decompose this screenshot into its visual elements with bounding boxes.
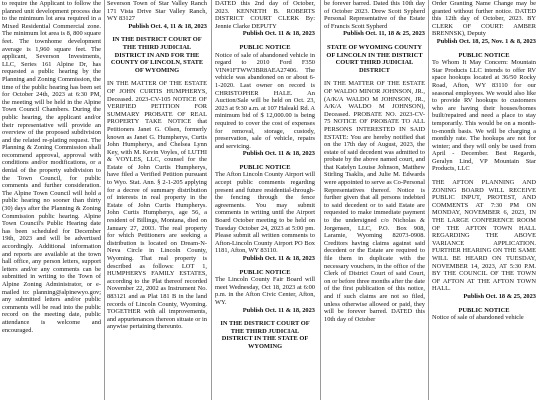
column-divider	[320, 0, 321, 400]
publish-line: Publish Oct. 4, 11 & 18, 2023	[128, 22, 207, 30]
name-change-order-closing: Order Granting Name Change may be granted without further notice. DATED this 12th day of October, 2023. BY CLERK OF COURT: AMBER BRENNSK), Deputy	[432, 0, 536, 38]
publish-line: Publish Oct. 11, 18 & 25, 2023	[343, 30, 425, 38]
publish-line: Publish Oct. 11 & 18, 2023	[242, 306, 315, 314]
johnson-probate-notice: IN THE MATTER OF THE ESTATE OF WALDO MINOR JOHNSON, JR., (A/K/A WALDO M JOHNSON, JR., A/K/A WALDO M JOHNSON), Deceased. PROBATE NO. 2023-CV-75 NOTICE OF PROBATE TO ALL PERSONS INTERESTED IN SAID ESTATE: You are hereby notified that on the 17th day of August, 2023, the estate of said decedent was admitted to probate by the above named court, and that Katelyn Louise Johnson, Matthew Stirling Tsaklis, and Julie M. Edwards were appointed to serve as Co-Personal Representatives thereof. Notice is further given that all persons indebted to said decedent or to said Estate are requested to make immediate payment to the undersigned c/o Nicholas & Jorgensen, LLC, P.O. Box 908, Laramie, Wyoming 82073-0908. Creditors having claims against said decedent or the Estate are required to file them in duplicate with the necessary vouchers, in the office of the Clerk of District Court of said Court, on or before three months after the date of the first publication of this notice, and if such claims are not so filed, unless otherwise allowed or paid, they will be forever barred. DATED this 10th day of October	[324, 80, 425, 323]
column-1	[2, 0, 101, 400]
column-divider	[104, 0, 105, 400]
humpherys-estate-notice: IN THE MATTER OF THE ESTATE OF JOHN CURTIS HUMPHERYS, Deceased. 2023-CV-105 NOTICE OF VERIFIED PETITION FOR SUMMARY PROBATE OF REAL PROPERTY TAKE NOTICE that Petitioners Janet G. Olsen, formerly known as Janet G. Humpherys, Curtis John Humpherys, and Chelsea Lynn Key, with M. Kevin Voyles, of LUTHI & VOYLES, LLC, counsel for the Estate of John Curtis Humpherys, have filed a Verified Petition pursuant to Wyo. Stat. Ann. § 2-1-205 applying for a decree of summary distribution of interests in real property in the Estate of John Curtis Humpherys. John Curtis Humpherys, age 56, a resident of Billings, Montana, died on January 27, 2003. The real property for which Petitioners are seeking a distribution is located on Dream-N-Neva Circle in Lincoln County, Wyoming. That real property is described as follows: LOT 1, HUMPHERYS FAMILY ESTATES, according to the Plat thereof recorded November 22, 2002 as Instrument No. 883121 and as Plat 181 B in the land records of Lincoln County, Wyoming. TOGETHER with all improvements, and appurtenances thereon situate or in anywise pertaining thereunto.	[107, 80, 207, 331]
court-heading: IN THE DISTRICT COURT OF THE THIRD JUDICIAL DISTRICT IN THE STATE OF WYOMING	[220, 320, 310, 350]
court-clerk-signature: DATED this 2nd day of October, 2023. KENNETH B. ROBERTS DISTRICT COURT CLERK By: Jennie Clarke DEPUTY	[215, 0, 315, 30]
abandoned-vehicle-notice-2: Notice of sale of abandoned vehicle	[432, 314, 524, 322]
alpine-zoning-hearing-notice: to require the Applicant to follow the planned unit development process due to the minimum lot area required in a Mixed Residential Commercial zone. The minimum lot area is 8, 800 square feet. The townhome development average is 1,960 square feet. The applicant, Severson Investments, LLC, Series 161 Alpine Dr, has requested a public hearing by the Planning and Zoning Commission, the time of the public hearing has been set for October 24th, 2023 at 6:30 PM, the meeting will be held in the Alpine Town Council Chambers. During the public hearing, the applicant and/or their representative will provide an overview of the proposed subdivision and the related re-plating request. The Planning & Zoning Commission shall recommend approval, approval with conditions and/or modifications, or a denial of the property subdivision to the Town Council, for public comments and further consideration. The Alpine Town Council will hold a public hearing no sooner than thirty (30) days after the Planning & Zoning Commission public hearing. Alpine Town Council's Public Hearing date has been scheduled for December 19th, 2023 and will be advertised accordingly. Additional information and reports are available at the town hall office, any person letters, support letters and/or any comments can be submitted in writing to the Town of Alpine Zoning Administrator, or e-mailed to: planning@alpinewyo.gov; any submitted letters and/or public comments will be read into the public record on the meeting date, public attendance is welcome and encouraged.	[2, 0, 101, 334]
column-2	[107, 0, 207, 400]
court-heading: IN THE DISTRICT COURT OF THE THIRD JUDICIAL DISTRICT IN AND FOR THE COUNTY OF LINCOLN, STATE OF WYOMING	[110, 36, 204, 74]
column-4	[324, 0, 425, 400]
notice-heading: PUBLIC NOTICE	[458, 51, 510, 59]
fair-board-notice: The Lincoln County Fair Board will meet Wednesday, Oct 18, 2023 at 6:00 p.m. in the Afton Civic Center, Afton, WY.	[215, 276, 315, 306]
notice-heading: PUBLIC NOTICE	[239, 268, 291, 276]
publish-line: Publish Oct. 11 & 18, 2023	[242, 30, 315, 38]
court-heading: STATE OF WYOMING COUNTY OF LINCOLN IN THE DISTRICT COURT THIRD JUDICIAL DISTRICT	[326, 43, 423, 74]
sypherd-estate-closing: be forever barred. Dated this 10th day of October 2023. Drew Scott Sypherd Personal Representative of the Estate of Francis Scott Sypherd	[324, 0, 425, 30]
notice-heading: PUBLIC NOTICE	[458, 306, 510, 314]
publish-line: Publish Oct. 18 & 25, 2023	[463, 292, 536, 300]
afton-zoning-notice: THE AFTON PLANNING AND ZONING BOARD WILL RECEIVE PUBLIC INPUT, PROTEST, AND COMMENTS AT 7:30 PM ON MONDAY, NOVEMBER 6, 2023, IN THE LARGE CONFERENCE ROOM OF THE AFTON TOWN HALL REGARDING THE ABOVE VARIANCE APPLICATION. FURTHER HEARING ON THE SAME WILL BE HEARD ON TUESDAY, NOVEMBER 14, 2023, AT 5:30 P.M. BY THE COUNCIL OF THE TOWN OF AFTON AT THE AFTON TOWN HALL.	[432, 179, 536, 293]
publish-line: Publish Oct. 11 & 18, 2023	[242, 255, 315, 262]
airport-notice: The Afton Lincoln County Airport will accept public comments regarding present and future residential-through-the fencing through the fence agreements. You may submit comments in writing until the Airport Board October meeting to be held on Tuesday October 24, 2023 at 5:00 pm. Please submit all written comments to Afton-Lincoln County Airport PO Box 1181, Afton, WY 83110.	[215, 171, 315, 255]
abandoned-vehicle-notice: Notice of sale of abandoned vehicle in regard to 2010 Ford F350 VIN#1FTWW3BR8AEA27406. The vehicle was abandoned on or about 6-1-2020. Last owner on record is CHRISTOPHER HALE. An Auction/Sale will be held on Oct. 23, 2023 at 9:30 a.m. at 107 Haleakl Rd. A minimum bid of $ 12,000.00 is being required to cover the cost of expenses for removal, storage, custody, preservation, sale of vehicle, repairs and servicing.	[215, 51, 315, 150]
notice-heading: PUBLIC NOTICE	[239, 43, 291, 51]
notice-heading: PUBLIC NOTICE	[239, 163, 291, 171]
column-5	[432, 0, 536, 400]
star-valley-address: Severson Town of Star Valley Ranch 171 Vista Drive Star Valley Ranch, WY 83127	[107, 0, 207, 23]
publish-line: Publish Oct. 11 & 18, 2023	[242, 150, 315, 158]
column-3	[215, 0, 315, 400]
column-divider	[211, 0, 212, 400]
column-divider	[428, 0, 429, 400]
publish-line: Publish Oct. 18, 25, Nov. 1 & 8, 2023	[436, 37, 536, 45]
rv-hookup-notice: To Whom It May Concern: Mountain Star Products LLC intends to offer RV space hookups located at 36/50 Rocky Road, Afton, WY 83110 for our seasonal employees. We would also like to provide RV hookups to customers who are having their houses/homes built/repaired and need a place to stay temporarily. This would be on a month-to-month basis. We will be charging a monthly rate. The hookups are not for winter; and they will only be used from April - December. Best Regards, Geralyn Lind, VP Mountain Star Products, LLC	[432, 59, 536, 173]
